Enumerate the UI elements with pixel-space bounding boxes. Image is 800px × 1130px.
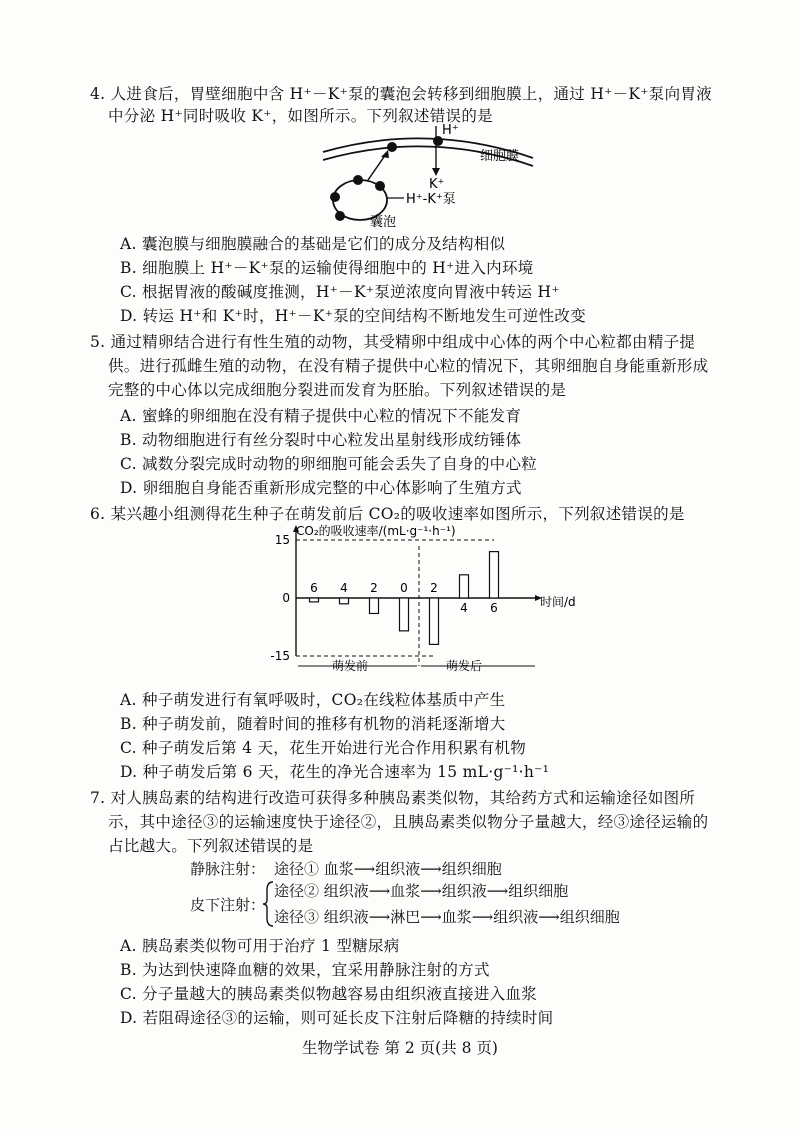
route-3: 途径③ 组织液⟶淋巴⟶血浆⟶组织液⟶组织细胞	[274, 908, 620, 926]
x-category-label: 6	[490, 601, 498, 615]
y-tick-label: 0	[282, 591, 290, 605]
x-category-label: 0	[400, 581, 408, 595]
bar	[400, 598, 409, 631]
bar	[310, 598, 319, 602]
q7-option-c: C. 分子量越大的胰岛素类似物越容易由组织液直接进入血浆	[120, 985, 538, 1003]
q4-figure-pump-diagram	[318, 120, 538, 230]
q4-option-d: D. 转运 H⁺和 K⁺时，H⁺－K⁺泵的空间结构不断地发生可逆性改变	[120, 307, 587, 325]
x-category-label: 6	[310, 581, 318, 595]
q4-option-b: B. 细胞膜上 H⁺－K⁺泵的运输使得细胞中的 H⁺进入内环境	[120, 259, 534, 277]
chart-xlabel: 时间/d	[540, 595, 576, 609]
q7-stem-line-2: 示，其中途径③的运输速度快于途径②，且胰岛素类似物分子量越大，经③途径运输的	[108, 813, 709, 831]
group-label-before: 萌发前	[332, 659, 369, 673]
q4-stem-line-2: 中分泌 H⁺同时吸收 K⁺，如图所示。下列叙述错误的是	[108, 107, 493, 125]
pump-on-membrane	[387, 142, 397, 152]
q5-option-b: B. 动物细胞进行有丝分裂时中心粒发出星射线形成纺锤体	[120, 431, 522, 449]
q6-stem: 6. 某兴趣小组测得花生种子在萌发前后 CO₂的吸收速率如图所示，下列叙述错误的是	[90, 505, 685, 523]
q6-option-b: B. 种子萌发前，随着时间的推移有机物的消耗逐渐增大	[120, 715, 506, 733]
chart-ylabel: CO₂的吸收速率/(mL·g⁻¹·h⁻¹)	[296, 524, 456, 538]
q7-stem-line-1: 7. 对人胰岛素的结构进行改造可获得多种胰岛素类似物，其给药方式和运输途径如图所	[90, 789, 696, 807]
y-tick-label: -15	[270, 649, 290, 663]
x-category-label: 4	[340, 581, 348, 595]
h-ion-label: H⁺	[442, 123, 459, 138]
q7-option-b: B. 为达到快速降血糖的效果，宜采用静脉注射的方式	[120, 961, 490, 979]
q6-option-d: D. 种子萌发后第 6 天，花生的净光合速率为 15 mL·g⁻¹·h⁻¹	[120, 763, 550, 781]
x-category-label: 2	[430, 581, 438, 595]
vesicle-label: 囊泡	[370, 215, 397, 230]
route-2: 途径② 组织液⟶血浆⟶组织液⟶组织细胞	[274, 882, 569, 900]
q4-stem-line-1: 4. 人进食后，胃壁细胞中含 H⁺－K⁺泵的囊泡会转移到细胞膜上，通过 H⁺－K⁺泵向胃液	[90, 85, 712, 103]
q4-option-a: A. 囊泡膜与细胞膜融合的基础是它们的成分及结构相似	[120, 235, 506, 253]
page-footer: 生物学试卷 第 2 页(共 8 页)	[302, 1039, 498, 1057]
q5-stem-line-2: 供。进行孤雌生殖的动物，在没有精子提供中心粒的情况下，其卵细胞自身能重新形成	[108, 357, 709, 375]
q5-stem-line-3: 完整的中心体以完成细胞分裂进而发育为胚胎。下列叙述错误的是	[108, 381, 567, 399]
q5-option-d: D. 卵细胞自身能否重新形成完整的中心体影响了生殖方式	[120, 479, 522, 497]
group-label-after: 萌发后	[446, 659, 483, 673]
q5-option-c: C. 减数分裂完成时动物的卵细胞可能会丢失了自身的中心粒	[120, 455, 538, 473]
sc-injection-label: 皮下注射：	[190, 896, 266, 914]
q7-option-a: A. 胰岛素类似物可用于治疗 1 型糖尿病	[120, 937, 400, 955]
q5-option-a: A. 蜜蜂的卵细胞在没有精子提供中心粒的情况下不能发育	[120, 407, 522, 425]
pump-label: H⁺-K⁺泵	[406, 192, 456, 207]
route-1: 途径① 血浆⟶组织液⟶组织细胞	[274, 860, 502, 878]
y-tick-label: 15	[274, 533, 290, 547]
bar	[370, 598, 379, 613]
route-brace	[262, 880, 274, 928]
co2-absorption-chart	[260, 520, 600, 680]
bar	[430, 598, 439, 644]
q6-option-c: C. 种子萌发后第 4 天，花生开始进行光合作用积累有机物	[120, 739, 527, 757]
bar	[460, 575, 469, 598]
x-category-label: 2	[370, 581, 378, 595]
q7-option-d: D. 若阻碍途径③的运输，则可延长皮下注射后降糖的持续时间	[120, 1009, 554, 1027]
bar	[340, 598, 349, 604]
q7-stem-line-3: 占比越大。下列叙述错误的是	[108, 837, 314, 855]
membrane-label: 细胞膜	[480, 149, 520, 164]
k-ion-label: K⁺	[429, 177, 445, 192]
bar	[490, 552, 499, 598]
iv-injection-label: 静脉注射：	[190, 860, 266, 878]
q6-option-a: A. 种子萌发进行有氧呼吸时，CO₂在线粒体基质中产生	[120, 691, 506, 709]
q4-option-c: C. 根据胃液的酸碱度推测，H⁺－K⁺泵逆浓度向胃液中转运 H⁺	[120, 283, 560, 301]
x-category-label: 4	[460, 601, 468, 615]
q5-stem-line-1: 5. 通过精卵结合进行有性生殖的动物，其受精卵中组成中心体的两个中心粒都由精子提	[90, 333, 696, 351]
